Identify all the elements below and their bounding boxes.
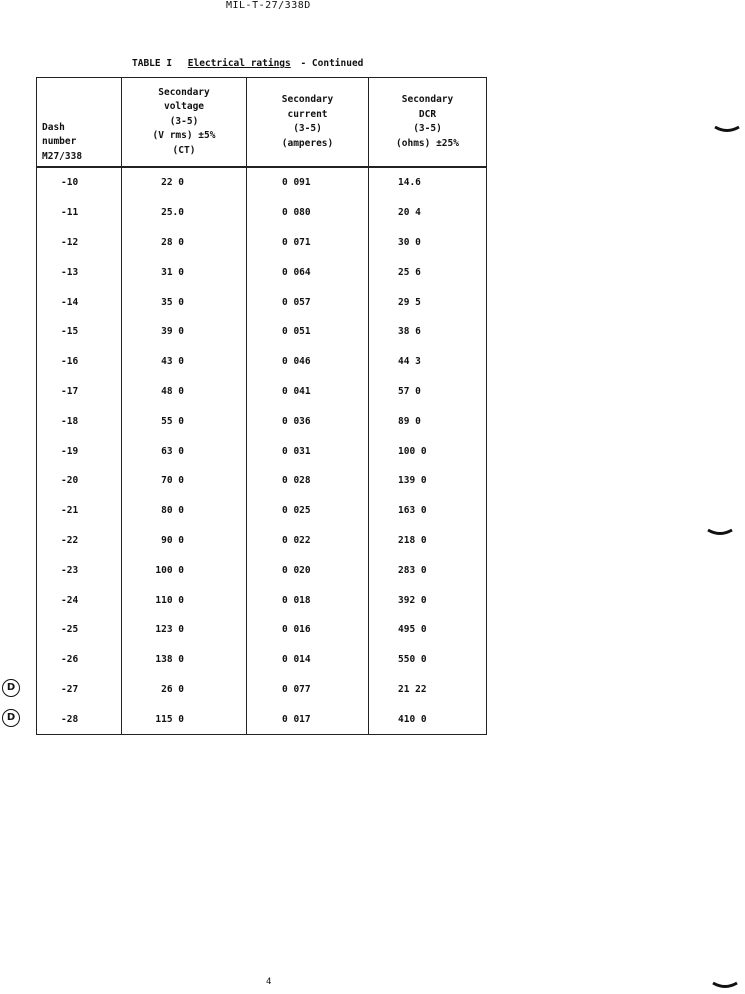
table-row <box>37 645 487 675</box>
header-line: Dash <box>42 121 65 133</box>
dash-number-cell: -13 <box>37 257 122 287</box>
current-cell: 0 041 <box>247 377 369 407</box>
dcr-cell: 44 3 <box>369 347 487 377</box>
dcr-cell: 550 0 <box>369 645 487 675</box>
current-cell: 0 091 <box>247 167 369 198</box>
current-cell: 0 018 <box>247 585 369 615</box>
dcr-cell: 30 0 <box>369 228 487 258</box>
header-line: Secondary <box>401 94 454 105</box>
voltage-cell: 63 0 <box>122 436 247 466</box>
dash-number-cell: -24 <box>37 585 122 615</box>
table-row <box>37 496 487 526</box>
current-cell: 0 017 <box>247 704 369 734</box>
current-cell: 0 071 <box>247 228 369 258</box>
table-title-suffix: - Continued <box>300 58 364 69</box>
header-line: (3-5) <box>413 123 442 134</box>
circled-d-revision-icon: D <box>2 679 20 697</box>
page-number: 4 <box>266 977 272 987</box>
table-header-row <box>37 78 487 168</box>
header-line: (ohms) ±25% <box>396 137 459 149</box>
current-cell: 0 077 <box>247 675 369 705</box>
current-cell: 0 036 <box>247 406 369 436</box>
dcr-cell: 25 6 <box>369 257 487 287</box>
voltage-cell: 90 0 <box>122 526 247 556</box>
table-row <box>37 585 487 615</box>
dash-number-cell: -18 <box>37 406 122 436</box>
table-row <box>37 167 487 198</box>
header-line: Secondary <box>158 86 210 98</box>
table-row <box>37 287 487 317</box>
dash-number-cell: -21 <box>37 496 122 526</box>
table-row <box>37 466 487 496</box>
table-row <box>37 526 487 556</box>
secondary-current-header <box>247 78 369 168</box>
dcr-cell: 14.6 <box>369 167 487 198</box>
dcr-cell: 89 0 <box>369 406 487 436</box>
dcr-cell: 392 0 <box>369 585 487 615</box>
dash-number-cell: -16 <box>37 347 122 377</box>
current-cell: 0 031 <box>247 436 369 466</box>
table-row <box>37 406 487 436</box>
dcr-cell: 495 0 <box>369 615 487 645</box>
header-line: (CT) <box>172 144 196 156</box>
voltage-cell: 28 0 <box>122 228 247 258</box>
table-row <box>37 615 487 645</box>
header-line: (amperes) <box>281 137 334 149</box>
voltage-cell: 26 0 <box>122 675 247 705</box>
table-row <box>37 675 487 705</box>
table-row <box>37 347 487 377</box>
dash-number-cell: -25 <box>37 615 122 645</box>
table-row <box>37 377 487 407</box>
voltage-cell: 100 0 <box>122 555 247 585</box>
voltage-cell: 22 0 <box>122 167 247 198</box>
dash-number-cell: -11 <box>37 198 122 228</box>
current-cell: 0 014 <box>247 645 369 675</box>
page-edge-tick-mark <box>712 981 738 989</box>
voltage-cell: 35 0 <box>122 287 247 317</box>
dcr-cell: 20 4 <box>369 198 487 228</box>
voltage-cell: 70 0 <box>122 466 247 496</box>
dcr-cell: 57 0 <box>369 377 487 407</box>
dash-number-cell: -12 <box>37 228 122 258</box>
header-line: DCR <box>418 108 437 120</box>
table-title-caption: Electrical ratings <box>187 58 291 69</box>
current-cell: 0 028 <box>247 466 369 496</box>
dash-number-cell: -28 <box>37 704 122 734</box>
dash-number-cell: -19 <box>37 436 122 466</box>
voltage-cell: 25.0 <box>122 198 247 228</box>
table-row <box>37 436 487 466</box>
voltage-cell: 43 0 <box>122 347 247 377</box>
current-cell: 0 020 <box>247 555 369 585</box>
dcr-cell: 38 6 <box>369 317 487 347</box>
dash-number-cell: -22 <box>37 526 122 556</box>
current-cell: 0 064 <box>247 257 369 287</box>
dcr-cell: 283 0 <box>369 555 487 585</box>
current-cell: 0 016 <box>247 615 369 645</box>
current-cell: 0 051 <box>247 317 369 347</box>
dash-number-cell: -14 <box>37 287 122 317</box>
voltage-cell: 31 0 <box>122 257 247 287</box>
table-row <box>37 228 487 258</box>
page-edge-tick-mark <box>707 528 733 536</box>
voltage-cell: 138 0 <box>122 645 247 675</box>
header-line: (V rms) ±5% <box>152 130 216 142</box>
dash-number-header <box>37 78 122 168</box>
dcr-cell: 100 0 <box>369 436 487 466</box>
dcr-cell: 218 0 <box>369 526 487 556</box>
secondary-voltage-header <box>122 78 247 168</box>
dash-number-cell: -10 <box>37 167 122 198</box>
dcr-cell: 29 5 <box>369 287 487 317</box>
table-row <box>37 704 487 734</box>
dash-number-cell: -20 <box>37 466 122 496</box>
table-row <box>37 198 487 228</box>
table-row <box>37 317 487 347</box>
current-cell: 0 080 <box>247 198 369 228</box>
dcr-cell: 163 0 <box>369 496 487 526</box>
secondary-dcr-header <box>369 78 487 168</box>
table-row <box>37 257 487 287</box>
dash-number-cell: -15 <box>37 317 122 347</box>
voltage-cell: 110 0 <box>122 585 247 615</box>
dash-number-cell: -27 <box>37 675 122 705</box>
header-line: voltage <box>163 101 205 113</box>
voltage-cell: 115 0 <box>122 704 247 734</box>
current-cell: 0 025 <box>247 496 369 526</box>
electrical-ratings-table <box>36 77 487 735</box>
table-body <box>37 167 487 735</box>
voltage-cell: 48 0 <box>122 377 247 407</box>
header-line: (3-5) <box>169 115 199 127</box>
header-line: (3-5) <box>293 123 322 134</box>
voltage-cell: 80 0 <box>122 496 247 526</box>
page-edge-tick-mark <box>714 125 740 133</box>
voltage-cell: 39 0 <box>122 317 247 347</box>
header-line: M27/338 <box>42 150 83 162</box>
dcr-cell: 21 22 <box>369 675 487 705</box>
dash-number-cell: -17 <box>37 377 122 407</box>
header-line: number <box>42 136 77 147</box>
dcr-cell: 410 0 <box>369 704 487 734</box>
circled-d-revision-icon: D <box>2 709 20 727</box>
header-line: current <box>287 108 328 120</box>
table-title-label: TABLE I <box>132 58 173 69</box>
voltage-cell: 55 0 <box>122 406 247 436</box>
table-row <box>37 555 487 585</box>
voltage-cell: 123 0 <box>122 615 247 645</box>
current-cell: 0 046 <box>247 347 369 377</box>
dcr-cell: 139 0 <box>369 466 487 496</box>
current-cell: 0 057 <box>247 287 369 317</box>
current-cell: 0 022 <box>247 526 369 556</box>
dash-number-cell: -23 <box>37 555 122 585</box>
header-line: Secondary <box>281 94 334 105</box>
document-id: MIL-T-27/338D <box>226 0 311 11</box>
dash-number-cell: -26 <box>37 645 122 675</box>
table-title <box>132 58 363 69</box>
